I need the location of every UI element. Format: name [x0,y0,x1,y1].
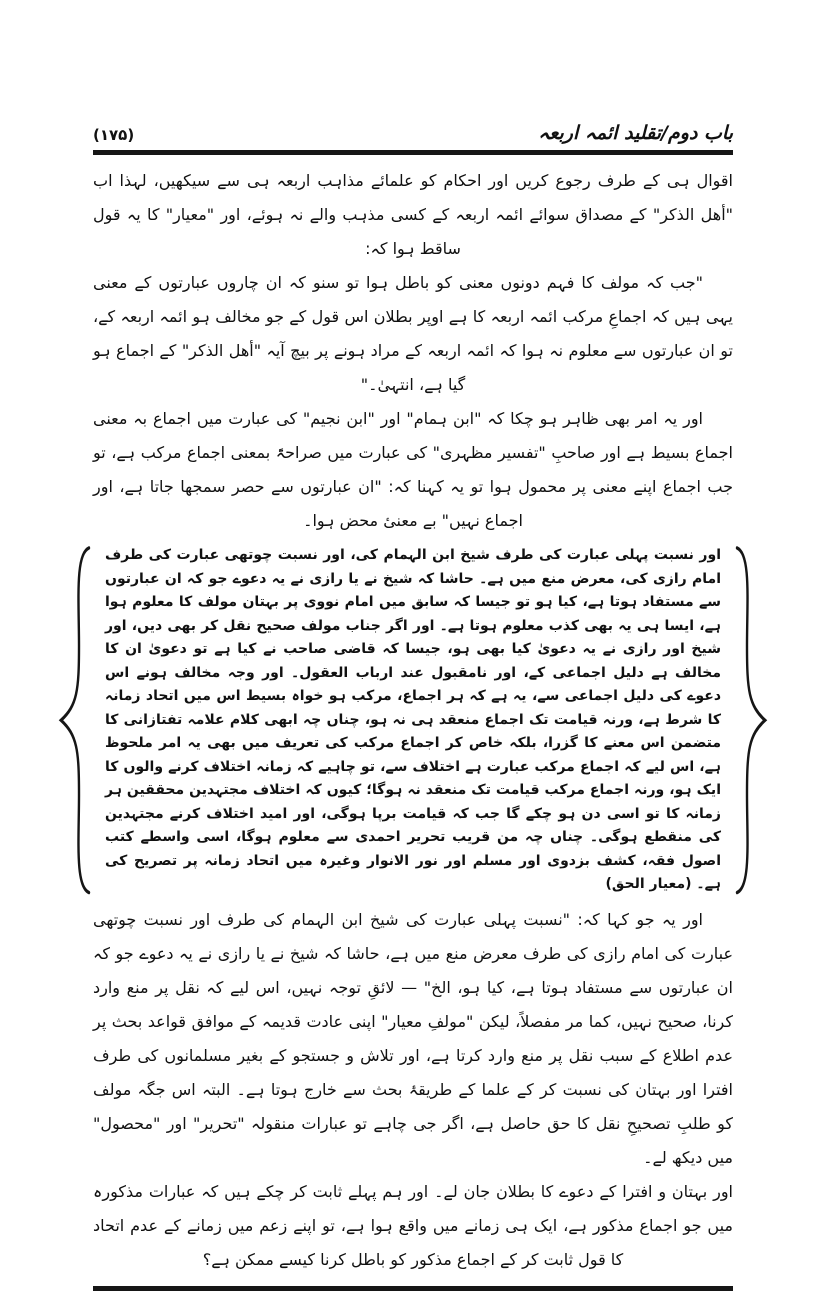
quotation-text: اور نسبت پہلی عبارت کی طرف شیخ ابن الہمام کی، اور نسبت چوتھی عبارت کی طرف امام رازی کی، معرض منع میں ہے۔ حاشا کہ شیخ نے یا رازی نے یہ دعوے جو کہ ان عبارتوں سے مستفاد ہوتا ہے، کیا ہو تو جیسا کہ سابق میں امام نووی پر بہتان مولف کا معلوم ہوا ہے، ایسا ہی یہ بھی کذب معلوم ہوتا ہے۔ اور اگر جناب مولف صحیح نقل کر بھی دیں، اور شیخ اور رازی نے یہ دعویٰ کیا بھی ہو، جیسا کہ قاضی صاحب نے کیا ہے تو دعویٰ ان کا مخالف ہے دلیل اجماعی کے، اور نامقبول عند ارباب العقول۔ اور وجہ مخالف ہونے اس دعوے کی دلیل اجماعی سے، یہ ہے کہ ہر اجماع، مرکب ہو خواہ بسیط اس میں اتحاد زمانہ کا شرط ہے، ورنہ قیامت تک اجماع منعقد ہی نہ ہو، چناں چہ ابھی کلام علامہ تفتازانی کا متضمن اس معنے کا گزرا، بلکہ خاص کر اجماع مرکب کی تعریف میں بھی یہ امر ملحوظ ہے، اس لیے کہ اجماع مرکب عبارت ہے اختلاف سے، تو چاہیے کہ زمانہ اختلاف کرنے والوں کا ایک ہو، ورنہ اجماع مرکب قیامت تک منعقد نہ ہوگا؛ کیوں کہ اختلاف مجتہدین محققین ہر زمانہ کا تو اسی دن ہو چکے گا جب کہ قیامت برپا ہوگی، اور امید اختلاف کرنے مجتہدین کی منقطع ہوگی۔ چناں چہ من قریب تحریر احمدی سے معلوم ہوگا، اسی واسطے کتب اصول فقہ، کشف بزدوی اور مسلم اور نور الانوار وغیرہ میں اتحاد زمانہ پر تصریح کی ہے۔ [105,547,721,892]
closing-paragraph: اور بہتان و افترا کے دعوے کا بطلان جان لے۔ اور ہم پہلے ثابت کر چکے ہیں کہ عبارات مذکورہ میں جو اجماع مذکور ہے، ایک ہی زمانے میں واقع ہوا ہے، تو اپنے زعم میں زمانے کے عدم اتحاد کا قول ثابت کر کے اجماع مذکور کو باطل کرنا کیسے ممکن ہے؟ [93,1181,733,1269]
body-text [93,164,733,1277]
left-curly-brace-ornament [55,542,95,899]
chapter-title: باب دوم/تقلید ائمہ اربعہ [538,122,733,144]
page-header [93,122,733,144]
header-divider [93,150,733,155]
quotation-text-block [97,542,729,899]
quotation-source: (معیار الحق) [605,876,692,892]
inline-quotation-paragraph: "جب کہ مولف کا فہم دونوں معنی کو باطل ہوا تو سنو کہ ان چاروں عبارتوں کے معنی یہی ہیں کہ اجماعِ مرکب ائمہ اربعہ کا ہے اوپر بطلان اس قول کے جو مخالف ہو ائمہ اربعہ کے، تو ان عبارتوں سے معلوم نہ ہوا کہ ائمہ اربعہ کے مراد ہونے پر بیچ آیہ "أهل الذكر" کے اجماع ہو گیا ہے، انتہیٰ۔" [93,273,733,394]
rebuttal-paragraph: اور یہ جو کہا کہ: "نسبت پہلی عبارت کی شیخ ابن الہمام کی طرف اور نسبت چوتھی عبارت کی امام رازی کی طرف معرض منع میں ہے، حاشا کہ شیخ نے یا رازی نے یہ دعوے جو کہ ان عبارتوں سے مستفاد ہوتا ہے، کیا ہو، الخ" — لائقِ توجہ نہیں، اس لیے کہ نقل پر منع وارد کرنا، صحیح نہیں، کما مر مفصلاً، لیکن "مولفِ معیار" اپنی عادت قدیمہ کے موافق قواعد بحث پر عدم اطلاع کے سبب نقل پر منع وارد کرتا ہے، اور تلاش و جستجو کے بغیر مسلمانوں کی طرف افترا اور بہتان کی نسبت کر کے علما کے طریقۂ بحث سے خارج ہوتا ہے۔ البتہ اس جگہ مولف کو طلبِ تصحیحِ نقل کا حق حاصل ہے، اگر جی چاہے تو عبارات منقولہ "تحریر" اور "محصول" میں دیکھ لے۔ [93,909,733,1167]
braced-quotation-block [55,542,771,899]
page-number: (۱۷۵) [93,126,135,144]
paragraph-continuation: اقوال ہی کے طرف رجوع کریں اور احکام کو علمائے مذاہب اربعہ ہی سے سیکھیں، لہذا اب "أهل الذكر" کے مصداق سوائے ائمہ اربعہ کے کسی مذہب والے نہ ہوئے، اور "معیار" کا یہ قول ساقط ہوا کہ: [93,171,733,258]
commentary-paragraph: اور یہ امر بھی ظاہر ہو چکا کہ "ابن ہمام" اور "ابن نجیم" کی عبارت میں اجماع بہ معنی اجماع بسیط ہے اور صاحبِ "تفسیر مظہری" کی عبارت میں صراحۃً بمعنی اجماع مرکب ہے، تو جب اجماع اپنے معنی پر محمول ہوا تو یہ کہنا کہ: "ان عبارتوں سے حصر سمجھا جاتا ہے، اور اجماع نہیں" بے معنیٔ محض ہوا۔ [93,409,733,530]
right-curly-brace-ornament [731,542,771,899]
book-page [0,122,826,1291]
footer-divider [93,1286,733,1291]
